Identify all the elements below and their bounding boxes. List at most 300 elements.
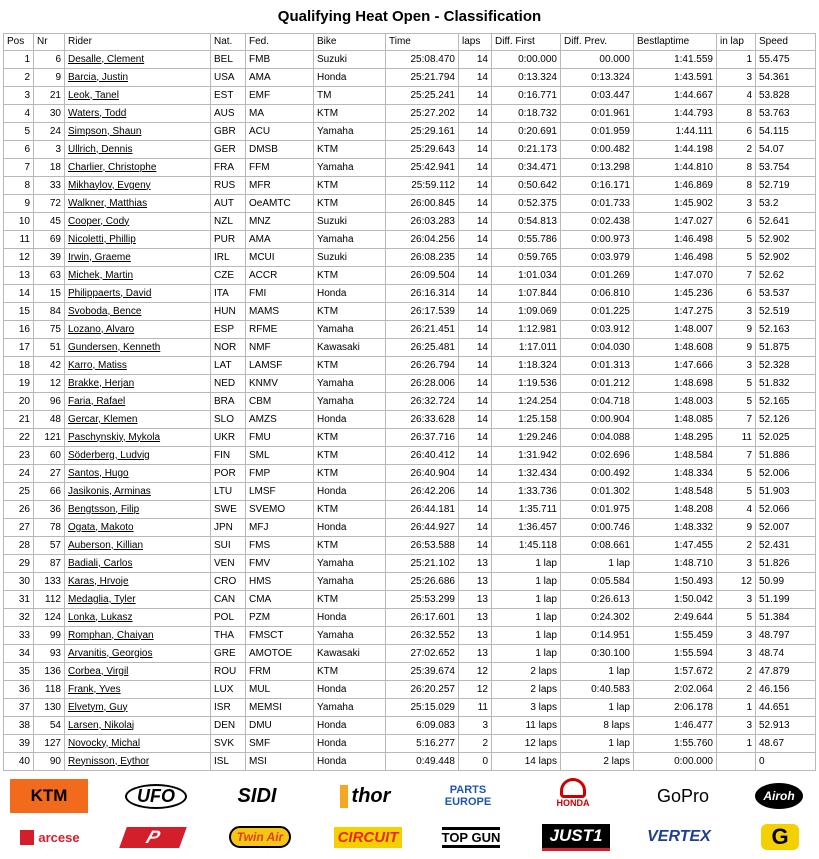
in-lap-cell: 12 <box>717 573 756 591</box>
bike-cell: KTM <box>314 141 386 159</box>
diff-first-cell: 11 laps <box>492 717 561 735</box>
in-lap-cell: 5 <box>717 393 756 411</box>
rider-link[interactable]: Medaglia, Tyler <box>68 593 136 605</box>
laps-cell: 14 <box>459 447 492 465</box>
bike-cell: Yamaha <box>314 321 386 339</box>
rider-link[interactable]: Badiali, Carlos <box>68 557 133 569</box>
ufo-logo: UFO <box>114 779 198 813</box>
rider-link[interactable]: Charlier, Christophe <box>68 161 157 173</box>
diff-prev-cell: 0:40.583 <box>561 681 634 699</box>
fed-cell: MNZ <box>246 213 314 231</box>
table-row <box>4 69 816 87</box>
diff-prev-cell: 0:03.912 <box>561 321 634 339</box>
speed-cell: 52.431 <box>756 537 816 555</box>
nr-cell: 48 <box>34 411 65 429</box>
speed-cell: 52.62 <box>756 267 816 285</box>
time-cell: 26:16.314 <box>386 285 459 303</box>
in-lap-cell: 2 <box>717 681 756 699</box>
rider-link[interactable]: Irwin, Graeme <box>68 251 131 263</box>
pos-cell: 2 <box>4 69 34 87</box>
in-lap-cell: 6 <box>717 123 756 141</box>
diff-first-cell: 1:33.736 <box>492 483 561 501</box>
diff-prev-cell: 0:02.438 <box>561 213 634 231</box>
laps-cell: 14 <box>459 537 492 555</box>
speed-cell: 53.537 <box>756 285 816 303</box>
fed-cell: MEMSI <box>246 699 314 717</box>
fed-cell: HMS <box>246 573 314 591</box>
laps-cell: 14 <box>459 51 492 69</box>
fed-cell: MFR <box>246 177 314 195</box>
laps-cell: 14 <box>459 159 492 177</box>
time-cell: 26:44.181 <box>386 501 459 519</box>
column-header-bestlaptime: Bestlaptime <box>634 34 717 51</box>
pos-cell: 6 <box>4 141 34 159</box>
diff-prev-cell: 0:01.961 <box>561 105 634 123</box>
in-lap-cell: 5 <box>717 249 756 267</box>
nr-cell: 118 <box>34 681 65 699</box>
time-cell: 25:27.202 <box>386 105 459 123</box>
fed-cell: DMSB <box>246 141 314 159</box>
bike-cell: Honda <box>314 717 386 735</box>
rider-link[interactable]: Söderberg, Ludvig <box>68 449 150 461</box>
rider-link[interactable]: Romphan, Chaiyan <box>68 629 154 641</box>
fed-cell: FFM <box>246 159 314 177</box>
time-cell: 26:04.256 <box>386 231 459 249</box>
speed-cell: 52.066 <box>756 501 816 519</box>
fed-cell: AMA <box>246 231 314 249</box>
diff-first-cell: 0:16.771 <box>492 87 561 105</box>
speed-cell: 53.754 <box>756 159 816 177</box>
fed-cell: SVEMO <box>246 501 314 519</box>
diff-first-cell: 1:24.254 <box>492 393 561 411</box>
bestlaptime-cell: 1:44.793 <box>634 105 717 123</box>
bike-cell: KTM <box>314 663 386 681</box>
table-row <box>4 537 816 555</box>
in-lap-cell: 9 <box>717 339 756 357</box>
speed-cell: 53.2 <box>756 195 816 213</box>
nat-cell: AUT <box>211 195 246 213</box>
nat-cell: SVK <box>211 735 246 753</box>
in-lap-cell: 11 <box>717 429 756 447</box>
rider-cell <box>65 303 211 321</box>
laps-cell: 14 <box>459 285 492 303</box>
bestlaptime-cell: 1:47.070 <box>634 267 717 285</box>
laps-cell: 13 <box>459 627 492 645</box>
table-row <box>4 285 816 303</box>
laps-cell: 14 <box>459 483 492 501</box>
diff-first-cell: 1 lap <box>492 645 561 663</box>
rider-link[interactable]: Corbea, Virgil <box>68 665 129 677</box>
nr-cell: 96 <box>34 393 65 411</box>
speed-cell: 52.165 <box>756 393 816 411</box>
table-row <box>4 645 816 663</box>
nat-cell: THA <box>211 627 246 645</box>
time-cell: 26:42.206 <box>386 483 459 501</box>
diff-prev-cell: 0:16.171 <box>561 177 634 195</box>
bestlaptime-cell: 1:50.493 <box>634 573 717 591</box>
time-cell: 26:25.481 <box>386 339 459 357</box>
rider-link[interactable]: Frank, Yves <box>68 683 121 695</box>
rider-link[interactable]: Paschynskiy, Mykola <box>68 431 161 443</box>
nat-cell: ESP <box>211 321 246 339</box>
table-row <box>4 429 816 447</box>
time-cell: 26:08.235 <box>386 249 459 267</box>
rider-link[interactable]: Karas, Hrvoje <box>68 575 129 587</box>
time-cell: 26:32.724 <box>386 393 459 411</box>
diff-first-cell: 1:01.034 <box>492 267 561 285</box>
bike-cell: Honda <box>314 519 386 537</box>
time-cell: 25:53.299 <box>386 591 459 609</box>
fed-cell: MUL <box>246 681 314 699</box>
rider-link[interactable]: Lozano, Alvaro <box>68 323 135 335</box>
diff-first-cell: 0:54.813 <box>492 213 561 231</box>
table-row <box>4 573 816 591</box>
in-lap-cell: 5 <box>717 609 756 627</box>
pos-cell: 26 <box>4 501 34 519</box>
diff-prev-cell: 0:00.482 <box>561 141 634 159</box>
pos-cell: 8 <box>4 177 34 195</box>
in-lap-cell: 3 <box>717 717 756 735</box>
nat-cell: USA <box>211 69 246 87</box>
nr-cell: 127 <box>34 735 65 753</box>
diff-first-cell: 1:32.434 <box>492 465 561 483</box>
bike-cell: KTM <box>314 357 386 375</box>
time-cell: 26:28.006 <box>386 375 459 393</box>
diff-prev-cell: 0:01.959 <box>561 123 634 141</box>
g-logo: G <box>758 820 802 854</box>
nat-cell: NED <box>211 375 246 393</box>
nat-cell: DEN <box>211 717 246 735</box>
diff-first-cell: 1:12.981 <box>492 321 561 339</box>
pos-cell: 1 <box>4 51 34 69</box>
fed-cell: MCUI <box>246 249 314 267</box>
diff-prev-cell: 0:02.696 <box>561 447 634 465</box>
rider-link[interactable]: Simpson, Shaun <box>68 125 142 137</box>
nr-cell: 12 <box>34 375 65 393</box>
nr-cell: 75 <box>34 321 65 339</box>
laps-cell: 14 <box>459 105 492 123</box>
time-cell: 26:40.412 <box>386 447 459 465</box>
nat-cell: LTU <box>211 483 246 501</box>
rider-link[interactable]: Larsen, Nikolaj <box>68 719 135 731</box>
in-lap-cell: 3 <box>717 627 756 645</box>
in-lap-cell: 7 <box>717 411 756 429</box>
nat-cell: NZL <box>211 213 246 231</box>
rider-cell <box>65 609 211 627</box>
rider-link[interactable]: Bengtsson, Filip <box>68 503 140 515</box>
rider-link[interactable]: Ullrich, Dennis <box>68 143 133 155</box>
rider-link[interactable]: Ogata, Makoto <box>68 521 134 533</box>
diff-prev-cell: 0:01.733 <box>561 195 634 213</box>
bestlaptime-cell: 1:47.666 <box>634 357 717 375</box>
table-row <box>4 609 816 627</box>
diff-prev-cell: 2 laps <box>561 753 634 771</box>
laps-cell: 13 <box>459 609 492 627</box>
bike-cell: Yamaha <box>314 123 386 141</box>
bestlaptime-cell: 1:48.295 <box>634 429 717 447</box>
rider-link[interactable]: Arvanitis, Georgios <box>68 647 153 659</box>
vertex-logo: VERTEX <box>647 828 711 845</box>
fed-cell: FMI <box>246 285 314 303</box>
airoh-logo: Airoh <box>748 779 810 813</box>
bike-cell: Honda <box>314 285 386 303</box>
nat-cell: VEN <box>211 555 246 573</box>
speed-cell: 52.902 <box>756 249 816 267</box>
time-cell: 26:20.257 <box>386 681 459 699</box>
in-lap-cell: 1 <box>717 51 756 69</box>
fed-cell: SML <box>246 447 314 465</box>
bestlaptime-cell: 2:02.064 <box>634 681 717 699</box>
laps-cell: 13 <box>459 573 492 591</box>
nr-cell: 121 <box>34 429 65 447</box>
column-header-laps: laps <box>459 34 492 51</box>
table-row <box>4 357 816 375</box>
rider-cell <box>65 123 211 141</box>
bike-cell: Yamaha <box>314 375 386 393</box>
diff-prev-cell: 0:14.951 <box>561 627 634 645</box>
time-cell: 26:26.794 <box>386 357 459 375</box>
diff-first-cell: 1:19.536 <box>492 375 561 393</box>
rider-cell <box>65 411 211 429</box>
diff-prev-cell: 0:01.269 <box>561 267 634 285</box>
in-lap-cell: 8 <box>717 177 756 195</box>
time-cell: 26:40.904 <box>386 465 459 483</box>
column-header-nr: Nr <box>34 34 65 51</box>
bike-cell: KTM <box>314 429 386 447</box>
nat-cell: UKR <box>211 429 246 447</box>
nat-cell: CAN <box>211 591 246 609</box>
in-lap-cell: 5 <box>717 483 756 501</box>
table-row <box>4 141 816 159</box>
speed-cell: 51.903 <box>756 483 816 501</box>
bestlaptime-cell: 1:44.198 <box>634 141 717 159</box>
table-row <box>4 339 816 357</box>
rider-link[interactable]: Brakke, Herjan <box>68 377 135 389</box>
diff-prev-cell: 0:00.746 <box>561 519 634 537</box>
nr-cell: 27 <box>34 465 65 483</box>
speed-cell: 51.886 <box>756 447 816 465</box>
fed-cell: SMF <box>246 735 314 753</box>
rider-link[interactable]: Philippaerts, David <box>68 287 152 299</box>
speed-cell: 52.328 <box>756 357 816 375</box>
speed-cell: 51.384 <box>756 609 816 627</box>
laps-cell: 14 <box>459 339 492 357</box>
nat-cell: SWE <box>211 501 246 519</box>
nr-cell: 51 <box>34 339 65 357</box>
diff-first-cell: 0:55.786 <box>492 231 561 249</box>
nr-cell: 9 <box>34 69 65 87</box>
diff-prev-cell: 0:00.904 <box>561 411 634 429</box>
diff-prev-cell: 0:30.100 <box>561 645 634 663</box>
bestlaptime-cell: 1:44.810 <box>634 159 717 177</box>
in-lap-cell: 1 <box>717 735 756 753</box>
rider-link[interactable]: Reynisson, Eythor <box>68 755 150 767</box>
nat-cell: GER <box>211 141 246 159</box>
rider-link[interactable]: Nicoletti, Phillip <box>68 233 136 245</box>
bike-cell: KTM <box>314 447 386 465</box>
nr-cell: 84 <box>34 303 65 321</box>
laps-cell: 14 <box>459 411 492 429</box>
rider-cell <box>65 375 211 393</box>
rider-link[interactable]: Cooper, Cody <box>68 215 130 227</box>
column-header-nat: Nat. <box>211 34 246 51</box>
bestlaptime-cell: 1:55.459 <box>634 627 717 645</box>
bestlaptime-cell: 1:48.698 <box>634 375 717 393</box>
rider-cell <box>65 393 211 411</box>
bestlaptime-cell: 1:47.455 <box>634 537 717 555</box>
fed-cell: FMU <box>246 429 314 447</box>
table-row <box>4 51 816 69</box>
speed-cell: 46.156 <box>756 681 816 699</box>
table-row <box>4 411 816 429</box>
bike-cell: Kawasaki <box>314 645 386 663</box>
rider-link[interactable]: Gundersen, Kenneth <box>68 341 161 353</box>
rider-link[interactable]: Jasikonis, Arminas <box>68 485 151 497</box>
speed-cell: 52.006 <box>756 465 816 483</box>
in-lap-cell: 7 <box>717 447 756 465</box>
rider-cell <box>65 177 211 195</box>
topgun-logo: TOP GUN <box>438 820 504 854</box>
pos-cell: 25 <box>4 483 34 501</box>
bike-cell: Yamaha <box>314 555 386 573</box>
in-lap-cell: 7 <box>717 267 756 285</box>
rider-link[interactable]: Waters, Todd <box>68 107 127 119</box>
rider-link[interactable]: Svoboda, Bence <box>68 305 142 317</box>
rider-link[interactable]: Leok, Tanel <box>68 89 119 101</box>
bestlaptime-cell: 1:44.111 <box>634 123 717 141</box>
in-lap-cell: 4 <box>717 87 756 105</box>
pos-cell: 17 <box>4 339 34 357</box>
laps-cell: 0 <box>459 753 492 771</box>
bike-cell: Honda <box>314 483 386 501</box>
rider-link[interactable]: Desalle, Clement <box>68 53 145 65</box>
bike-cell: Suzuki <box>314 213 386 231</box>
table-row <box>4 627 816 645</box>
speed-cell: 53.828 <box>756 87 816 105</box>
nr-cell: 72 <box>34 195 65 213</box>
in-lap-cell: 3 <box>717 69 756 87</box>
fed-cell: AMA <box>246 69 314 87</box>
bestlaptime-cell: 0:00.000 <box>634 753 717 771</box>
time-cell: 25:42.941 <box>386 159 459 177</box>
rider-cell <box>65 483 211 501</box>
rider-link[interactable]: Santos, Hugo <box>68 467 129 479</box>
nat-cell: ISL <box>211 753 246 771</box>
rider-link[interactable]: Karro, Matiss <box>68 359 127 371</box>
rider-link[interactable]: Mikhaylov, Evgeny <box>68 179 151 191</box>
nr-cell: 78 <box>34 519 65 537</box>
rider-link[interactable]: Lonka, Lukasz <box>68 611 133 623</box>
speed-cell: 48.74 <box>756 645 816 663</box>
rider-cell <box>65 339 211 357</box>
diff-first-cell: 0:21.173 <box>492 141 561 159</box>
just1-logo: JUST1 <box>538 820 614 854</box>
rider-cell <box>65 357 211 375</box>
time-cell: 26:17.539 <box>386 303 459 321</box>
pos-cell: 3 <box>4 87 34 105</box>
rider-link[interactable]: Elvetym, Guy <box>68 701 128 713</box>
diff-first-cell: 1:25.158 <box>492 411 561 429</box>
nr-cell: 42 <box>34 357 65 375</box>
bike-cell: KTM <box>314 591 386 609</box>
bestlaptime-cell: 1:48.334 <box>634 465 717 483</box>
pos-cell: 29 <box>4 555 34 573</box>
laps-cell: 2 <box>459 735 492 753</box>
sidi-logo: SIDI <box>237 784 277 807</box>
nat-cell: RUS <box>211 177 246 195</box>
nr-cell: 63 <box>34 267 65 285</box>
fed-cell: NMF <box>246 339 314 357</box>
bike-cell: Kawasaki <box>314 339 386 357</box>
rider-cell <box>65 645 211 663</box>
nat-cell: LUX <box>211 681 246 699</box>
fed-cell: LAMSF <box>246 357 314 375</box>
rider-cell <box>65 159 211 177</box>
nat-cell: GBR <box>211 123 246 141</box>
rider-link[interactable]: Auberson, Killian <box>68 539 144 551</box>
speed-cell: 52.913 <box>756 717 816 735</box>
in-lap-cell: 9 <box>717 321 756 339</box>
bestlaptime-cell: 1:55.760 <box>634 735 717 753</box>
diff-first-cell: 0:00.000 <box>492 51 561 69</box>
nr-cell: 18 <box>34 159 65 177</box>
nr-cell: 6 <box>34 51 65 69</box>
laps-cell: 13 <box>459 555 492 573</box>
bestlaptime-cell: 1:48.208 <box>634 501 717 519</box>
diff-first-cell: 0:50.642 <box>492 177 561 195</box>
fed-cell: AMOTOE <box>246 645 314 663</box>
table-row <box>4 159 816 177</box>
diff-prev-cell: 0:05.584 <box>561 573 634 591</box>
pos-cell: 4 <box>4 105 34 123</box>
fed-cell: RFME <box>246 321 314 339</box>
fed-cell: MAMS <box>246 303 314 321</box>
fed-cell: ACCR <box>246 267 314 285</box>
rider-link[interactable]: Novocky, Michal <box>68 737 141 749</box>
time-cell: 6:09.083 <box>386 717 459 735</box>
rider-link[interactable]: Gercar, Klemen <box>68 413 138 425</box>
speed-cell: 48.797 <box>756 627 816 645</box>
nr-cell: 112 <box>34 591 65 609</box>
nat-cell: ITA <box>211 285 246 303</box>
rider-link[interactable]: Michek, Martin <box>68 269 134 281</box>
diff-first-cell: 3 laps <box>492 699 561 717</box>
bestlaptime-cell: 2:06.178 <box>634 699 717 717</box>
bestlaptime-cell: 1:48.085 <box>634 411 717 429</box>
table-row <box>4 717 816 735</box>
nat-cell: POR <box>211 465 246 483</box>
diff-prev-cell: 0:26.613 <box>561 591 634 609</box>
fed-cell: FMB <box>246 51 314 69</box>
time-cell: 25:15.029 <box>386 699 459 717</box>
pos-cell: 9 <box>4 195 34 213</box>
time-cell: 25:39.674 <box>386 663 459 681</box>
diff-prev-cell: 0:04.088 <box>561 429 634 447</box>
nr-cell: 3 <box>34 141 65 159</box>
diff-prev-cell: 1 lap <box>561 663 634 681</box>
nat-cell: POL <box>211 609 246 627</box>
table-row <box>4 195 816 213</box>
pos-cell: 31 <box>4 591 34 609</box>
column-header-fed: Fed. <box>246 34 314 51</box>
column-header-in-lap: in lap <box>717 34 756 51</box>
rider-link[interactable]: Walkner, Matthias <box>68 197 148 209</box>
rider-link[interactable]: Barcia, Justin <box>68 71 129 83</box>
in-lap-cell: 2 <box>717 537 756 555</box>
diff-first-cell: 2 laps <box>492 681 561 699</box>
rider-link[interactable]: Faria, Rafael <box>68 395 126 407</box>
table-row <box>4 267 816 285</box>
